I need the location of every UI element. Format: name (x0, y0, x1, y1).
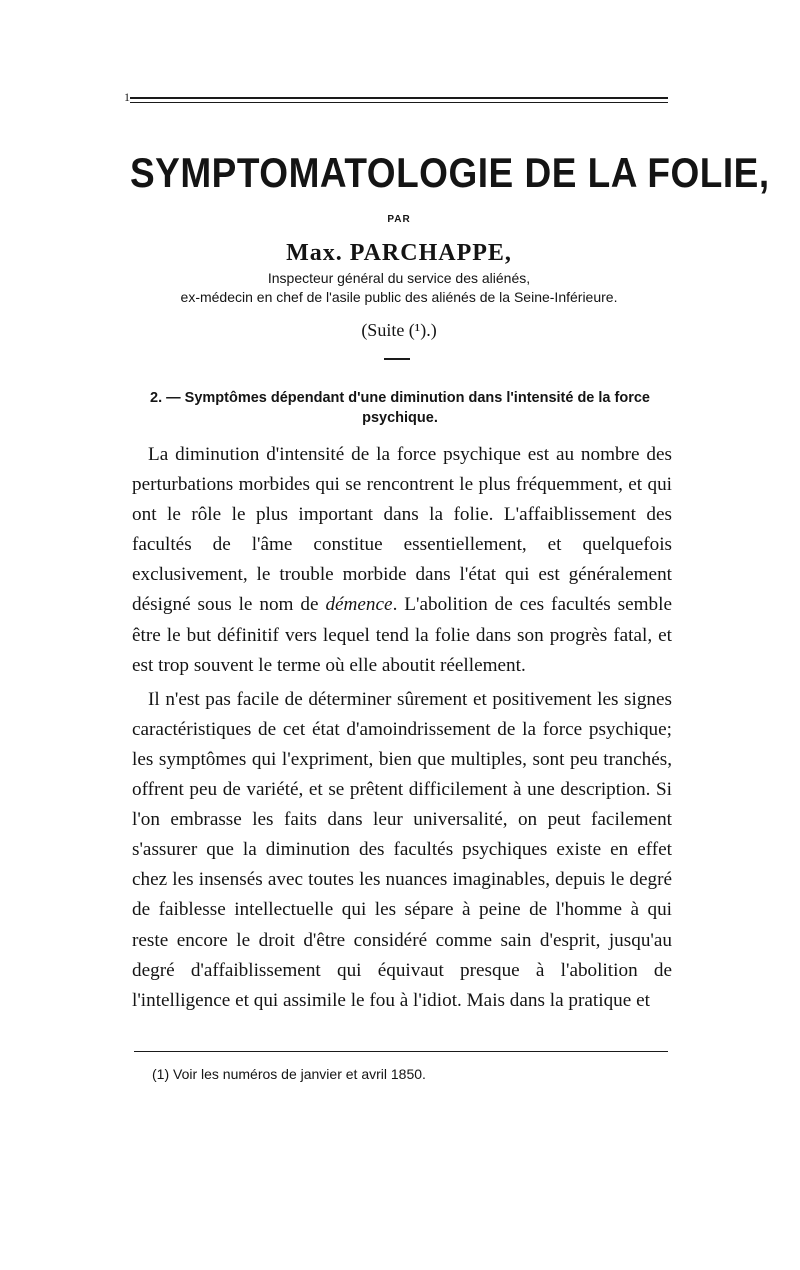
author-affiliation-1: Inspecteur général du service des aliénés, (267, 270, 531, 286)
paragraph-1-before: La diminution d'intensité de la force psychique est au nombre des perturbations morbides qui se rencontrent le plus fréquemment, et qui ont le rôle le plus important dans la folie. L'affaiblissement des facultés de l'âme constitue essentiellement, et quelquefois exclusivement, le trouble morbide dans l'état qui est généralement désigné sous le nom de (132, 444, 672, 616)
author-name: Max. PARCHAPPE, (286, 240, 512, 266)
page-mark: 1 (124, 90, 130, 104)
top-rule (130, 97, 668, 99)
author-affiliation-2: ex-médecin en chef de l'asile public des aliénés de la Seine-Inférieure. (180, 289, 618, 305)
paragraph-1 (132, 440, 672, 681)
section-heading: 2. — Symptômes dépendant d'une diminution dans l'intensité de la force psychique. (150, 390, 650, 426)
byline: PAR (387, 214, 411, 225)
paragraph-1-after: . L'abolition de ces facultés semble être le but définitif vers lequel tend la folie dans son progrès fatal, et est trop souvent le terme où elle aboutit réellement. (132, 594, 672, 676)
paragraph-2: Il n'est pas facile de déterminer sûrement et positivement les signes caractéristiques de cet état d'amoindrissement de la force psychique; les symptômes qui l'expriment, bien que multiples, sont peu tranchés, offrent peu de variété, et se prêtent difficilement à une description. Si l'on embrasse les faits dans leur universalité, on peut facilement s'assurer que la diminution des facultés psychiques existe en effet chez les insensés avec toutes les nuances imaginables, depuis le degré de faiblesse intellectuelle qui les sépare à peine de l'homme à qui reste encore le droit d'être considéré comme sain d'esprit, jusqu'au degré d'affaiblissement qui équivaut presque à l'abolition de l'intelligence et qui assimile le fou à l'idiot. Mais dans la pratique et (132, 688, 672, 1011)
footnote-rule (134, 1051, 668, 1052)
continuation-note: (Suite (¹).) (361, 320, 437, 340)
article-title: SYMPTOMATOLOGIE DE LA FOLIE, (130, 150, 770, 196)
top-rule-thin (130, 102, 668, 103)
body-text (132, 440, 672, 1016)
separator-dash (384, 358, 410, 360)
footnote: (1) Voir les numéros de janvier et avril 1850. (152, 1066, 426, 1082)
paragraph-1-emphasis: démence (325, 594, 393, 616)
